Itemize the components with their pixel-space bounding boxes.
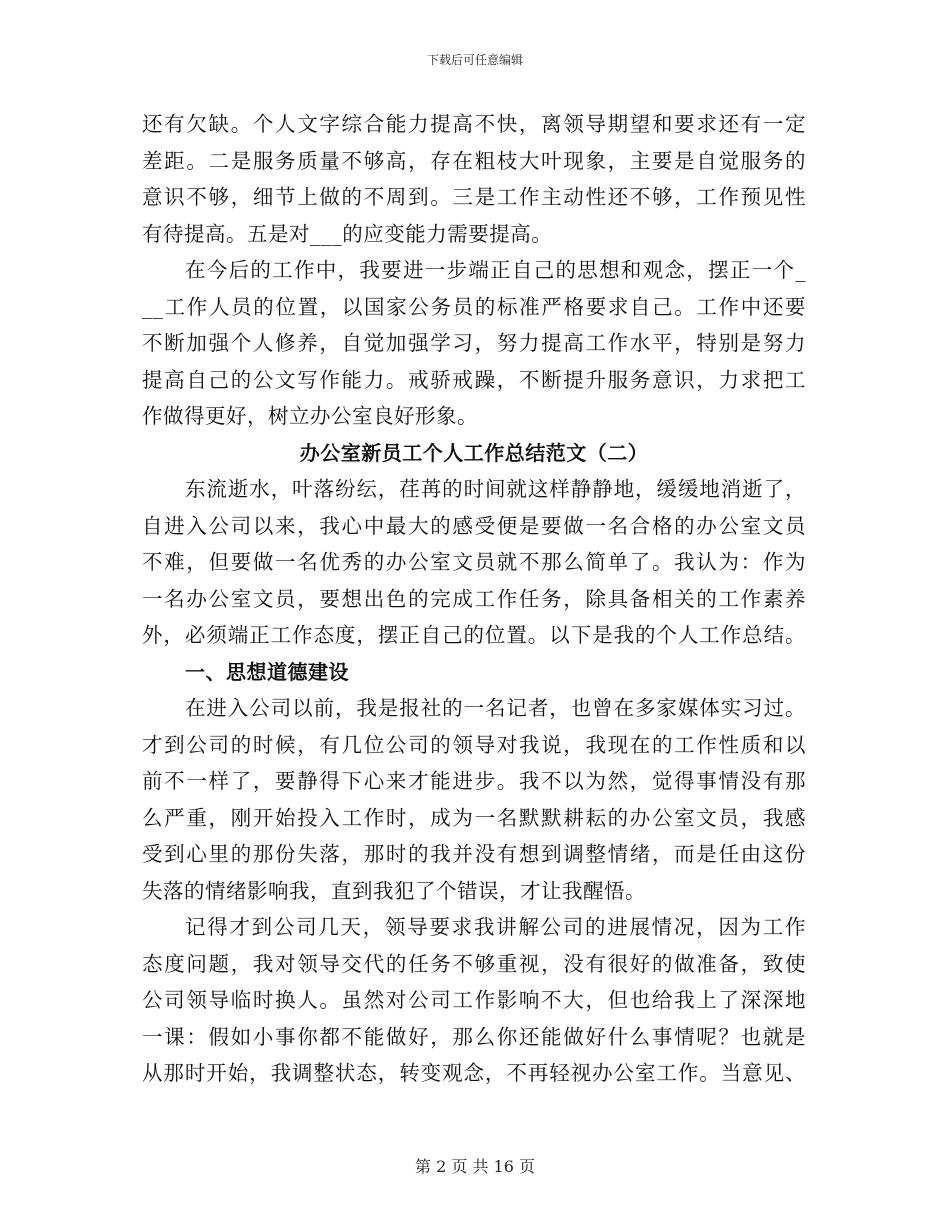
- text-line: 提高自己的公文写作能力。戒骄戒躁，不断提升服务意识，力求把工: [142, 367, 806, 392]
- text-line: 在今后的工作中，我要进一步端正自己的思想和观念，摆正一个_: [185, 258, 806, 282]
- text-line: 不断加强个人修养，自觉加强学习，努力提高工作水平，特别是努力: [142, 331, 806, 355]
- subsection-heading: 一、思想道德建设: [185, 659, 349, 684]
- text-line: 公司领导临时换人。虽然对公司工作影响不大，但也给我上了深深地: [142, 988, 806, 1012]
- text-line: 外，必须端正工作态度，摆正自己的位置。以下是我的个人工作总结。: [142, 623, 806, 647]
- text-line: 意识不够，细节上做的不周到。三是工作主动性还不够，工作预见性: [142, 185, 806, 209]
- text-line: 东流逝水，叶落纷纭，荏苒的时间就这样静静地，缓缓地消逝了，: [185, 477, 806, 501]
- document-body: [142, 106, 806, 1092]
- text-line: 态度问题，我对领导交代的任务不够重视，没有很好的做准备，致使: [142, 951, 806, 976]
- text-line: 记得才到公司几天，领导要求我讲解公司的进展情况，因为工作: [185, 915, 806, 939]
- text-line: 前不一样了，要静得下心来才能进步。我不以为然，觉得事情没有那: [142, 769, 806, 793]
- text-line: 不难，但要做一名优秀的办公室文员就不那么简单了。我认为：作为: [142, 550, 806, 574]
- text-line: 还有欠缺。个人文字综合能力提高不快，离领导期望和要求还有一定: [142, 112, 806, 136]
- text-line: 自进入公司以来，我心中最大的感受便是要做一名合格的办公室文员: [142, 513, 806, 538]
- text-line: 有待提高。五是对___的应变能力需要提高。: [142, 221, 553, 246]
- text-line: __工作人员的位置，以国家公务员的标准严格要求自己。工作中还要: [142, 294, 806, 319]
- text-line: 作做得更好，树立办公室良好形象。: [142, 404, 478, 428]
- text-line: 失落的情绪影响我，直到我犯了个错误，才让我醒悟。: [142, 878, 646, 903]
- page-header: 下载后可任意编辑: [426, 53, 523, 67]
- text-line: 在进入公司以前，我是报社的一名记者，也曾在多家媒体实习过。: [185, 696, 806, 720]
- section-title: 办公室新员工个人工作总结范文（二）: [299, 440, 649, 465]
- text-line: 才到公司的时候，有几位公司的领导对我说，我现在的工作性质和以: [142, 732, 806, 757]
- page-footer: 第 2 页 共 16 页: [415, 1157, 535, 1176]
- text-line: 一课：假如小事你都不能做好，那么你还能做好什么事情呢？也就是: [142, 1024, 806, 1049]
- text-line: 一名办公室文员，要想出色的完成工作任务，除具备相关的工作素养: [142, 586, 806, 611]
- text-line: 从那时开始，我调整状态，转变观念，不再轻视办公室工作。当意见、: [142, 1061, 806, 1085]
- text-line: 差距。二是服务质量不够高，存在粗枝大叶现象，主要是自觉服务的: [142, 148, 806, 173]
- text-line: 受到心里的那份失落，那时的我并没有想到调整情绪，而是任由这份: [142, 842, 806, 866]
- text-line: 么严重，刚开始投入工作时，成为一名默默耕耘的办公室文员，我感: [142, 805, 806, 830]
